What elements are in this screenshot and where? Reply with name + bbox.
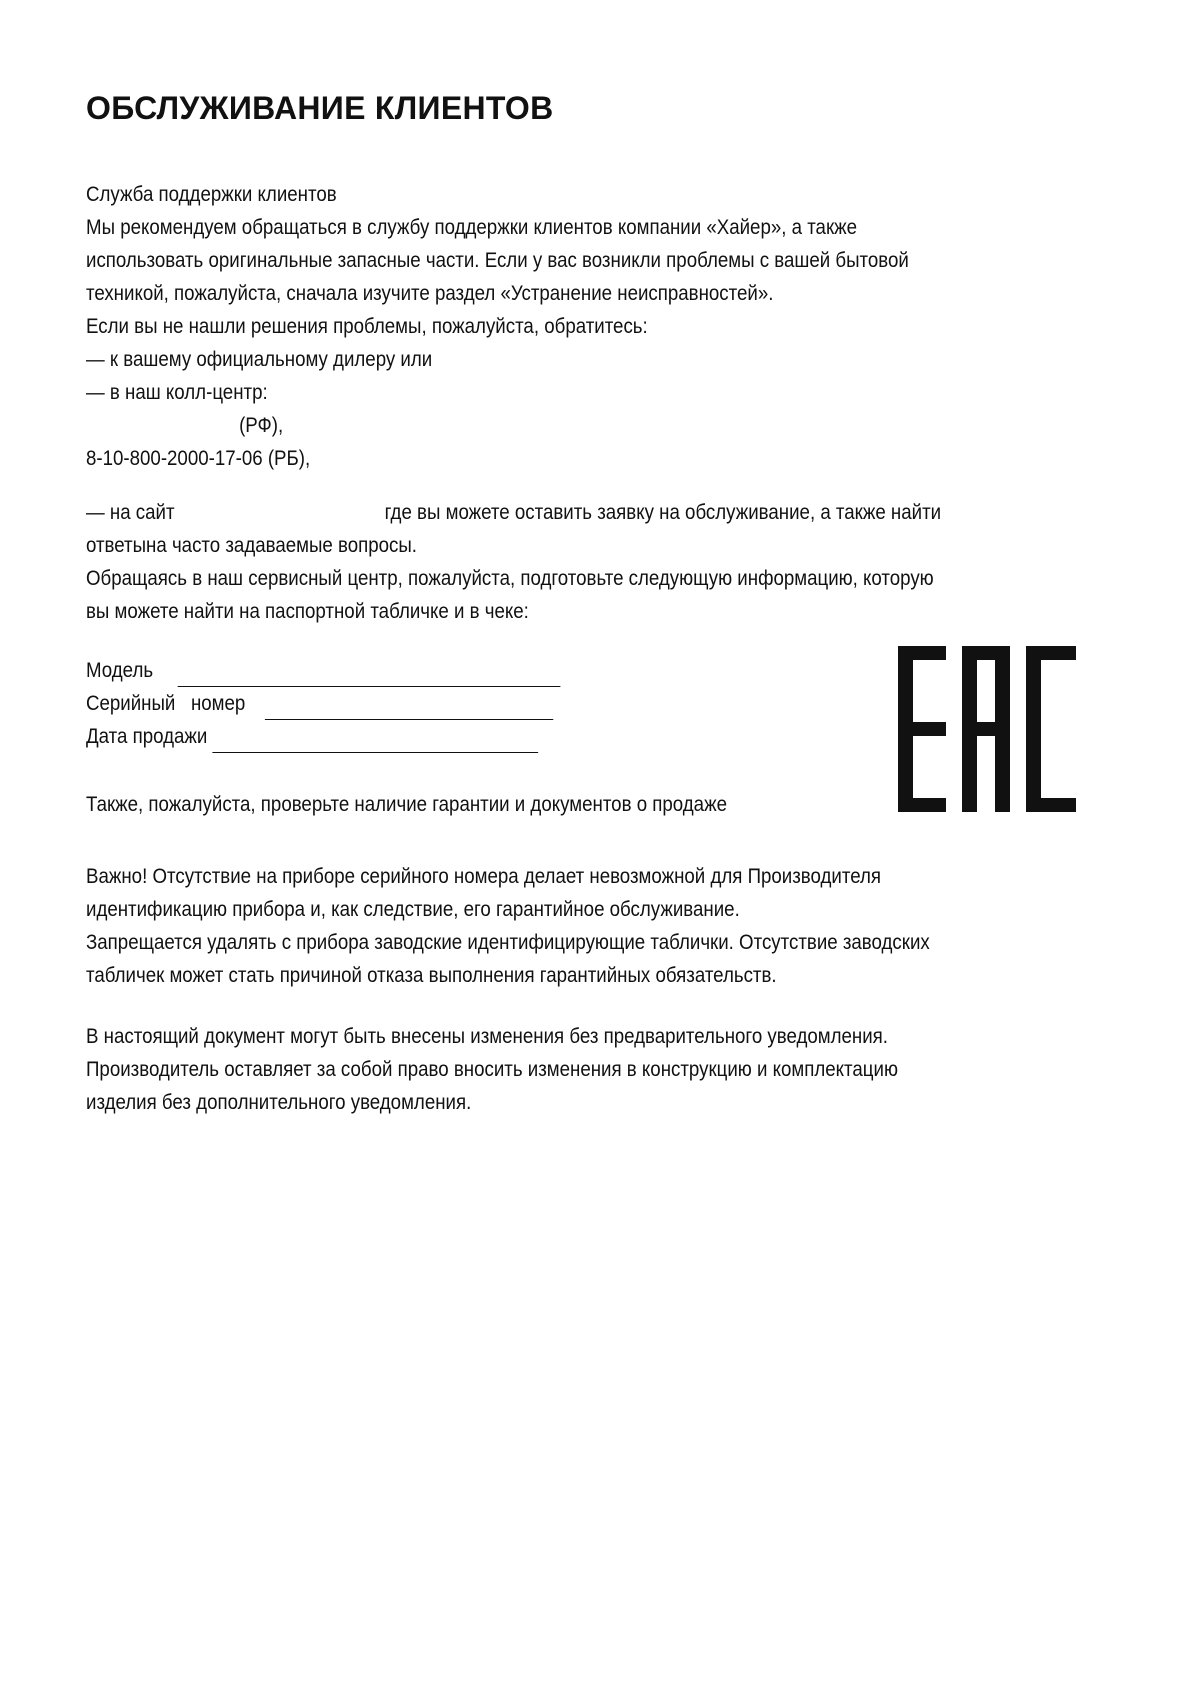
website-line	[86, 496, 1003, 529]
website-suffix: где вы можете оставить заявку на обслуживание, а также найти	[384, 501, 942, 524]
recommend-line-3: техникой, пожалуйста, сначала изучите раздел «Устранение неисправностей».	[86, 282, 774, 305]
contact-intro: Если вы не нашли решения проблемы, пожалуйста, обратитесь:	[86, 315, 648, 338]
phone-rf	[86, 409, 1003, 442]
important-line-3: Запрещается удалять с прибора заводские идентифицирующие таблички. Отсутствие заводских	[86, 931, 930, 954]
service-section	[86, 496, 1003, 628]
serial-label: Серийный номер	[86, 692, 246, 715]
changes-line-1: В настоящий документ могут быть внесены изменения без предварительного уведомления.	[86, 1025, 888, 1048]
check-documents-text: Также, пожалуйста, проверьте наличие гарантии и документов о продаже	[86, 793, 727, 816]
prepare-line-1: Обращаясь в наш сервисный центр, пожалуйста, подготовьте следующую информацию, которую	[86, 567, 934, 590]
phone-rf-label: (РФ),	[239, 414, 284, 437]
support-section	[86, 178, 1003, 475]
check-documents	[86, 788, 1003, 821]
contact-dealer: — к вашему официальному дилеру или	[86, 348, 433, 371]
model-blank[interactable]	[178, 664, 561, 687]
contact-call-center: — в наш колл-центр:	[86, 381, 268, 404]
model-field	[86, 654, 1003, 687]
important-line-4: табличек может стать причиной отказа выполнения гарантийных обязательств.	[86, 964, 777, 987]
sale-date-label: Дата продажи	[86, 725, 208, 748]
model-label: Модель	[86, 659, 154, 682]
eac-logo-icon	[898, 646, 1076, 812]
sale-date-blank[interactable]	[213, 730, 539, 753]
faq-prefix: ответы	[86, 534, 147, 557]
product-info-form	[86, 654, 1003, 753]
important-line-2: идентификацию прибора и, как следствие, его гарантийное обслуживание.	[86, 898, 740, 921]
changes-section	[86, 1020, 1003, 1119]
changes-line-3: изделия без дополнительного уведомления.	[86, 1091, 472, 1114]
sale-date-field	[86, 720, 1003, 753]
support-heading: Служба поддержки клиентов	[86, 183, 337, 206]
recommend-line-1: Мы рекомендуем обращаться в службу поддержки клиентов компании «Хайер», а также	[86, 216, 858, 239]
prepare-line-2: вы можете найти на паспортной табличке и в чеке:	[86, 600, 529, 623]
important-line-1: Важно! Отсутствие на приборе серийного номера делает невозможной для Производителя	[86, 865, 882, 888]
website-prefix: — на сайт	[86, 501, 175, 524]
recommend-line-2: использовать оригинальные запасные части. Если у вас возникли проблемы с вашей бытовой	[86, 249, 909, 272]
important-section	[86, 860, 1003, 992]
faq-text: на часто задаваемые вопросы.	[146, 534, 417, 557]
faq-line	[86, 529, 1003, 562]
serial-blank[interactable]	[265, 697, 553, 720]
serial-field	[86, 687, 1003, 720]
changes-line-2: Производитель оставляет за собой право вносить изменения в конструкцию и комплектацию	[86, 1058, 898, 1081]
page-title: ОБСЛУЖИВАНИЕ КЛИЕНТОВ	[86, 90, 554, 126]
phone-rb: 8-10-800-2000-17-06 (РБ),	[86, 447, 311, 470]
